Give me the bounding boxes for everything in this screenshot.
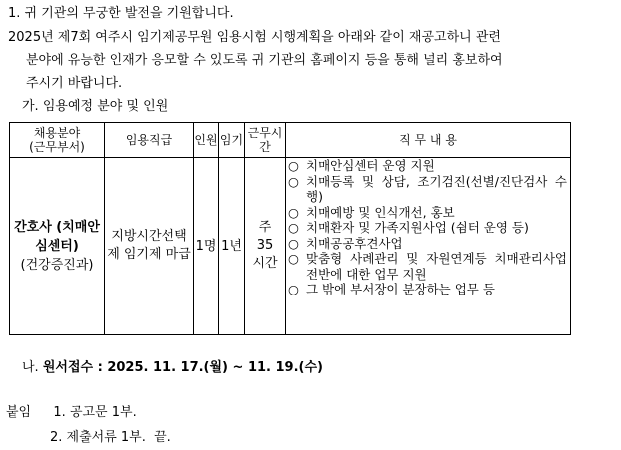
attachment-line-1 — [6, 402, 137, 423]
item-2-line-2: 분야에 유능한 인재가 응모할 수 있도록 귀 기관의 홈페이지 등을 통해 널리 홍보하여 — [26, 53, 503, 68]
duty-list — [286, 158, 570, 295]
duty-item: ○ 치매예방 및 인식개선, 홍보 — [288, 204, 455, 220]
table-row — [10, 158, 571, 335]
sub-item-a — [22, 96, 168, 117]
attachment-line-2 — [50, 427, 171, 448]
circle-bullet-icon: ○ — [288, 158, 299, 173]
item-1-text: 귀 기관의 무궁한 발전을 기원합니다. — [24, 6, 234, 21]
cell-period: 1년 — [219, 158, 245, 335]
sub-item-a-label: 가. — [22, 99, 39, 114]
header-count: 인원 — [194, 123, 219, 158]
cell-count: 1명 — [194, 158, 219, 335]
duty-item: ○ 치매공공후견사업 — [288, 235, 403, 251]
duty-item: ○ 치매환자 및 가족지원사업 (쉼터 운영 등) — [288, 220, 529, 235]
table-header-row — [10, 123, 571, 158]
header-hours: 근무시 간 — [245, 123, 286, 158]
header-grade: 임용직급 — [105, 123, 194, 158]
header-period: 임기 — [219, 123, 245, 158]
circle-bullet-icon: ○ — [288, 282, 299, 295]
header-field: 채용분야 (근무부서) — [10, 123, 105, 158]
circle-bullet-icon: ○ — [288, 251, 299, 266]
circle-bullet-icon: ○ — [288, 220, 299, 235]
header-duties: 직 무 내 용 — [286, 123, 571, 158]
attachment-item: 1. 공고문 1부. — [53, 405, 137, 420]
application-period: 원서접수 : 2025. 11. 17.(월) ~ 11. 19.(수) — [42, 360, 323, 375]
duty-item: ○ 그 밖에 부서장이 분장하는 업무 등 — [288, 282, 567, 295]
duty-item: ○ 맞춤형 사례관리 및 자원연계등 치매관리사업 전반에 대한 업무 지원 — [288, 251, 567, 282]
item-2-text-line-1: 2025년 제7회 여주시 임기제공무원 임용시험 시행계획을 아래와 같이 재공고하니 관련 — [8, 30, 501, 45]
sub-item-a-text: 임용예정 분야 및 인원 — [42, 99, 169, 114]
field-main: 간호사 (치매안심센터) — [14, 219, 100, 254]
circle-bullet-icon: ○ — [288, 173, 299, 189]
circle-bullet-icon: ○ — [288, 204, 299, 220]
item-2-line-3: 주시기 바랍니다. — [26, 76, 123, 91]
sub-item-b-label: 나. — [22, 360, 39, 375]
recruitment-table — [9, 122, 571, 335]
cell-duties — [286, 158, 571, 335]
sub-item-b — [22, 357, 323, 378]
field-dept: (건강증진과) — [20, 257, 94, 273]
circle-bullet-icon: ○ — [288, 235, 299, 251]
item-2-line-1 — [8, 27, 501, 48]
item-1 — [8, 3, 234, 24]
cell-grade: 지방시간선택제 임기제 마급 — [105, 158, 194, 335]
duty-item: ○ 치매안심센터 운영 지원 — [288, 158, 435, 173]
attachments-label: 붙임 — [6, 405, 32, 420]
cell-hours: 주 35시간 — [245, 158, 286, 335]
item-1-number: 1. — [8, 6, 21, 21]
cell-field — [10, 158, 105, 335]
attachment-item: 2. 제출서류 1부. 끝. — [50, 430, 171, 445]
duty-item: ○ 치매등록 및 상담, 조기검진(선별/진단검사 수행) — [288, 173, 567, 204]
